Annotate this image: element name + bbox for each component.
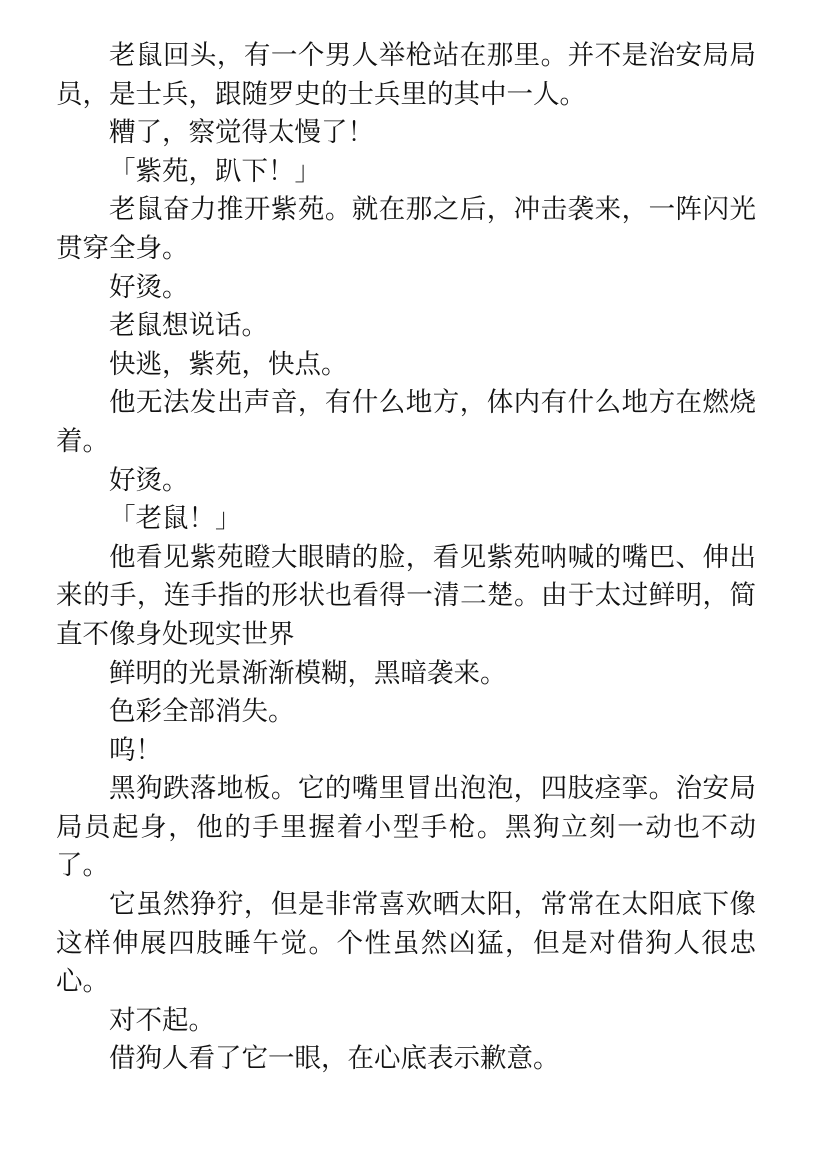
dialogue-line-2: 「老鼠！」 [109, 503, 242, 535]
paragraph-9: 好烫。 [109, 464, 189, 496]
paragraph-6: 老鼠想说话。 [109, 310, 268, 342]
paragraph-7: 快逃，紫苑，快点。 [109, 348, 348, 380]
paragraph-5: 好烫。 [109, 271, 189, 303]
paragraph-13: 色彩全部消失。 [109, 696, 295, 728]
paragraph-8: 他无法发出声音，有什么地方，体内有什么地方在燃烧着。 [56, 387, 756, 457]
dialogue-line-1: 「紫苑，趴下！」 [109, 155, 321, 187]
paragraph-1: 老鼠回头，有一个男人举枪站在那里。并不是治安局局员，是士兵，跟随罗史的士兵里的其中一人。 [56, 40, 756, 110]
paragraph-16: 它虽然狰狞，但是非常喜欢晒太阳，常常在太阳底下像这样伸展四肢睡午觉。个性虽然凶猛，但是对借狗人很忠心。 [56, 889, 756, 998]
paragraph-14: 呜！ [109, 734, 162, 766]
paragraph-4: 老鼠奋力推开紫苑。就在那之后，冲击袭来，一阵闪光贯穿全身。 [56, 194, 756, 264]
paragraph-15: 黑狗跌落地板。它的嘴里冒出泡泡，四肢痉挛。治安局局员起身，他的手里握着小型手枪。黑狗立刻一动也不动了。 [56, 773, 756, 882]
paragraph-2: 糟了，察觉得太慢了！ [109, 117, 374, 149]
paragraph-18: 借狗人看了它一眼，在心底表示歉意。 [109, 1043, 560, 1075]
paragraph-11: 他看见紫苑瞪大眼睛的脸，看见紫苑呐喊的嘴巴、伸出来的手，连手指的形状也看得一清二楚。由于太过鲜明，简直不像身处现实世界 [56, 541, 756, 650]
document-page [56, 37, 756, 1079]
paragraph-17: 对不起。 [109, 1004, 215, 1036]
paragraph-12: 鲜明的光景渐渐模糊，黑暗袭来。 [109, 657, 507, 689]
